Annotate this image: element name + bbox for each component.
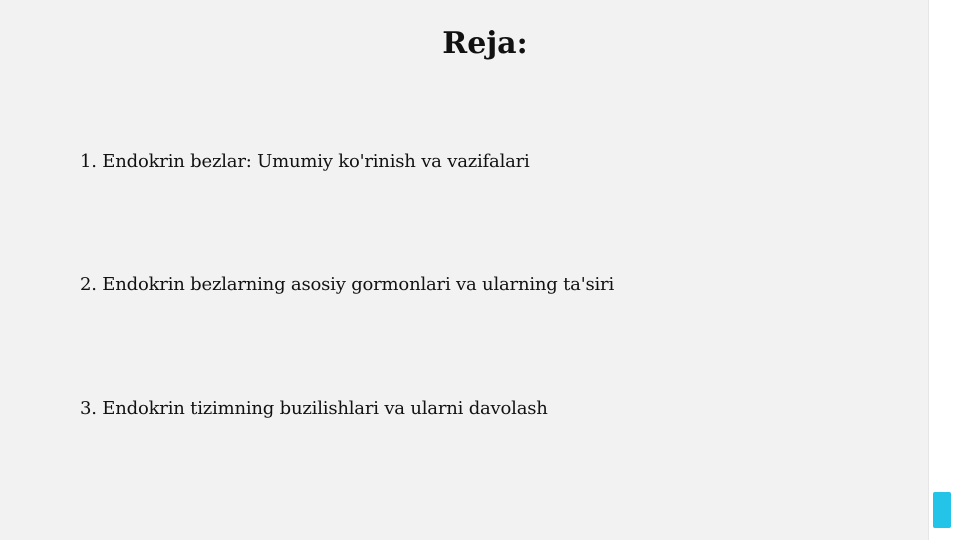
slide-title: Reja: [442, 26, 528, 61]
scrollbar-track[interactable] [928, 0, 961, 540]
agenda-item-1: 1. Endokrin bezlar: Umumiy ko'rinish va vazifalari [80, 151, 530, 172]
scrollbar-thumb[interactable] [933, 492, 951, 528]
agenda-item-2: 2. Endokrin bezlarning asosiy gormonlari va ularning ta'siri [80, 274, 614, 295]
agenda-item-3: 3. Endokrin tizimning buzilishlari va ularni davolash [80, 398, 548, 419]
